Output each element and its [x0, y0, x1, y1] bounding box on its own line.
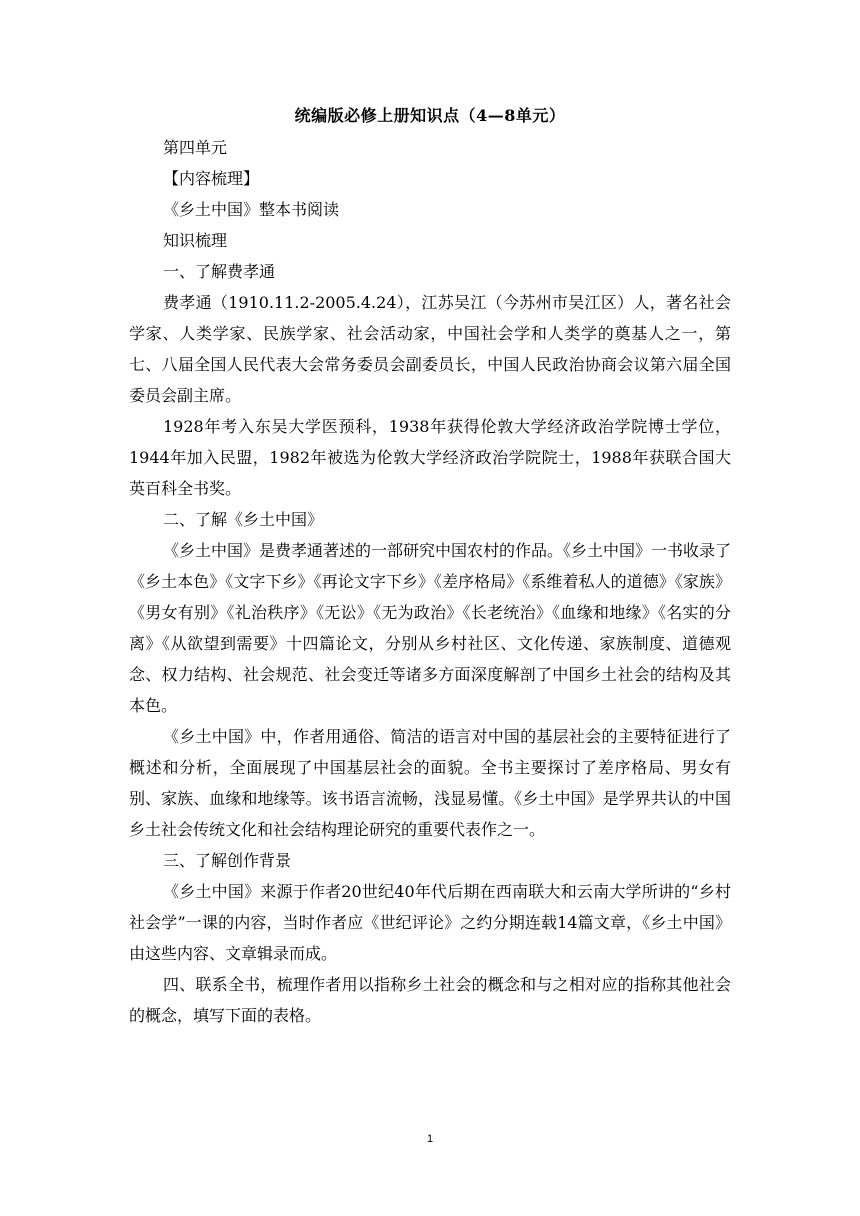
section-heading: 【内容梳理】	[163, 169, 260, 188]
document-body	[129, 100, 731, 1031]
unit-heading: 第四单元	[163, 138, 228, 157]
part3-paragraph-1: 《乡土中国》来源于作者20世纪40年代后期在西南联大和云南大学所讲的“乡村社会学”一课的内容，当时作者应《世纪评论》之约分期连载14篇文章，《乡土中国》由这些内容、文章辑录而成。	[129, 882, 731, 963]
part1-heading: 一、了解费孝通	[163, 262, 276, 281]
book-heading: 《乡土中国》整本书阅读	[163, 200, 340, 219]
part2-heading: 二、了解《乡土中国》	[163, 510, 324, 529]
document-title: 统编版必修上册知识点（4—8单元）	[294, 106, 566, 125]
part2-paragraph-2: 《乡土中国》中，作者用通俗、简洁的语言对中国的基层社会的主要特征进行了概述和分析，全面展现了中国基层社会的面貌。全书主要探讨了差序格局、男女有别、家族、血缘和地缘等。该书语言流畅，浅显易懂。《乡土中国》是学界共认的中国乡土社会传统文化和社会结构理论研究的重要代表作之一。	[129, 727, 731, 839]
part2-paragraph-1: 《乡土中国》是费孝通著述的一部研究中国农村的作品。《乡土中国》一书收录了《乡土本色》《文字下乡》《再论文字下乡》《差序格局》《系维着私人的道德》《家族》《男女有别》《礼治秩序》《无讼》《无为政治》《长老统治》《血缘和地缘》《名实的分离》《从欲望到需要》十四篇论文，分别从乡村社区、文化传递、家族制度、道德观念、权力结构、社会规范、社会变迁等诸多方面深度解剖了中国乡土社会的结构及其本色。	[129, 541, 732, 715]
part4-paragraph-1: 四、联系全书，梳理作者用以指称乡土社会的概念和与之相对应的指称其他社会的概念，填写下面的表格。	[129, 975, 731, 1025]
part3-heading: 三、了解创作背景	[163, 851, 292, 870]
part1-paragraph-2: 1928年考入东吴大学医预科，1938年获得伦敦大学经济政治学院博士学位，1944年加入民盟，1982年被选为伦敦大学经济政治学院院士，1988年获联合国大英百科全书奖。	[129, 417, 731, 498]
part1-paragraph-1: 费孝通（1910.11.2-2005.4.24），江苏吴江（今苏州市吴江区）人，著名社会学家、人类学家、民族学家、社会活动家，中国社会学和人类学的奠基人之一，第七、八届全国人民代表大会常务委员会副委员长，中国人民政治协商会议第六届全国委员会副主席。	[129, 293, 731, 405]
knowledge-heading: 知识梳理	[163, 231, 228, 250]
page-number: 1	[426, 1133, 434, 1145]
